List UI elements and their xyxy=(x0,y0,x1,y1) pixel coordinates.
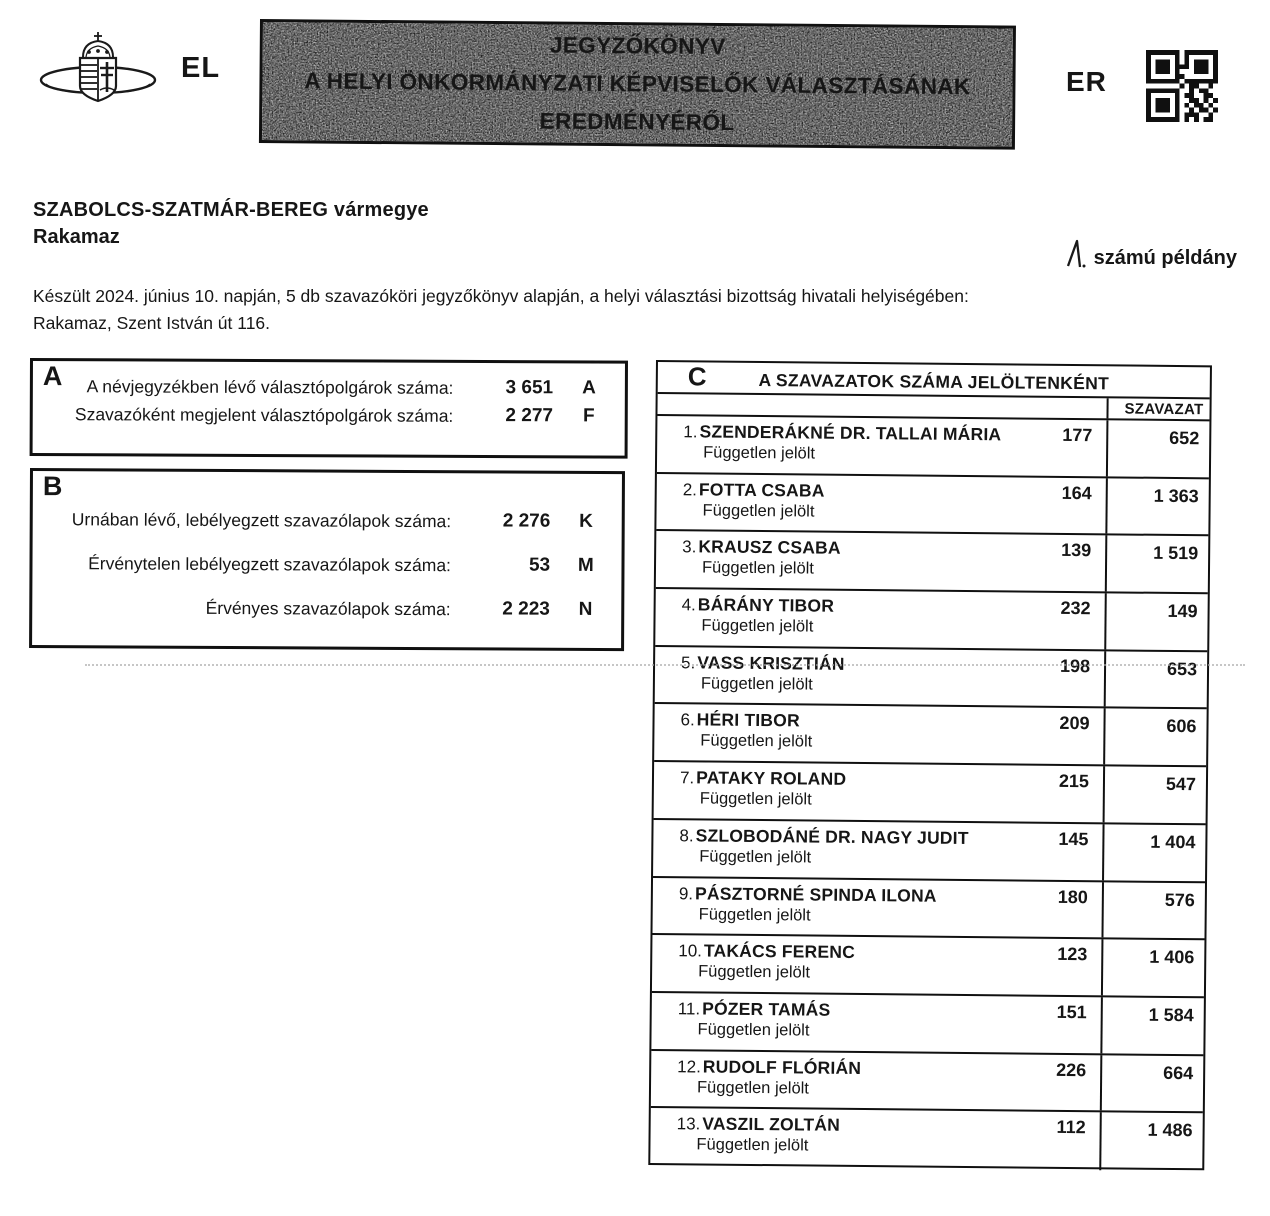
candidate-row xyxy=(654,762,1207,825)
candidate-code: 198 xyxy=(1059,655,1091,676)
candidate-number: 5. xyxy=(681,653,696,673)
candidate-number: 9. xyxy=(678,883,694,903)
candidate-cell xyxy=(652,877,1104,937)
copy-number-label: számú példány xyxy=(1093,247,1237,269)
candidate-row xyxy=(654,704,1207,767)
candidate-affiliation: Független jelölt xyxy=(700,731,813,751)
candidate-code: 180 xyxy=(1057,886,1088,907)
candidate-name: PÓZER TAMÁS xyxy=(702,998,831,1020)
summary-row-code: N xyxy=(578,598,593,620)
title-line-2: A HELYI ÖNKORMÁNYZATI KÉPVISELŐK VÁLASZTÁSÁNAK xyxy=(304,68,971,100)
candidate-votes: 1 406 xyxy=(1149,946,1195,968)
summary-row xyxy=(33,400,625,431)
document-title-box xyxy=(259,19,1016,150)
candidate-affiliation: Független jelölt xyxy=(703,443,816,463)
candidate-name: KRAUSZ CSABA xyxy=(698,536,841,559)
candidate-votes: 652 xyxy=(1169,427,1200,449)
candidate-affiliation: Független jelölt xyxy=(699,789,812,809)
candidate-cell xyxy=(656,531,1108,591)
candidate-affiliation: Független jelölt xyxy=(701,616,814,636)
candidate-code: 209 xyxy=(1059,713,1090,734)
candidate-affiliation: Független jelölt xyxy=(702,501,815,521)
form-code-el: EL xyxy=(181,52,221,84)
candidate-votes: 1 404 xyxy=(1150,831,1196,853)
county-name: SZABOLCS-SZATMÁR-BEREG vármegye xyxy=(33,199,429,221)
box-b-rows xyxy=(32,471,622,632)
box-b-letter: B xyxy=(42,471,63,502)
hungary-coat-of-arms-icon xyxy=(36,30,160,110)
candidate-code: 215 xyxy=(1058,771,1090,792)
summary-row-code: A xyxy=(582,377,596,399)
candidate-number: 2. xyxy=(682,479,698,500)
candidate-name: VASS KRISZTIÁN xyxy=(697,652,845,674)
candidate-votes: 606 xyxy=(1166,716,1197,737)
candidate-name: SZENDERÁKNÉ DR. TALLAI MÁRIA xyxy=(699,421,1002,445)
candidate-cell xyxy=(650,1108,1102,1170)
candidate-number: 7. xyxy=(679,768,695,788)
candidate-row xyxy=(653,820,1206,883)
candidate-number: 11. xyxy=(677,999,701,1019)
candidate-cell xyxy=(657,416,1109,476)
municipality-name: Rakamaz xyxy=(33,226,120,248)
candidate-cell xyxy=(655,589,1107,649)
candidate-votes: 653 xyxy=(1166,658,1198,679)
section-box-c xyxy=(648,360,1212,1170)
candidate-number: 10. xyxy=(678,941,703,961)
intro-paragraph xyxy=(33,283,1153,337)
summary-row xyxy=(32,585,621,632)
candidate-name-line xyxy=(680,767,1089,792)
candidate-name-line xyxy=(682,594,1091,619)
title-line-3: EREDMÉNYÉRŐL xyxy=(539,108,735,136)
summary-row-code: K xyxy=(579,510,593,532)
box-a-rows xyxy=(33,361,625,431)
candidate-votes: 1 363 xyxy=(1153,485,1199,506)
summary-row xyxy=(32,541,621,588)
summary-row-label: A névjegyzékben lévő választópolgárok száma: xyxy=(86,375,454,398)
candidate-code: 145 xyxy=(1058,828,1089,849)
candidate-votes: 1 584 xyxy=(1148,1004,1194,1026)
candidate-affiliation: Független jelölt xyxy=(696,1135,809,1155)
candidate-votes: 1 519 xyxy=(1153,543,1199,564)
candidate-name-line xyxy=(683,479,1092,504)
candidate-cell xyxy=(655,647,1107,707)
candidate-affiliation: Független jelölt xyxy=(696,1077,810,1098)
candidate-affiliation: Független jelölt xyxy=(699,847,812,867)
summary-row-label: Érvényes szavazólapok száma: xyxy=(205,597,451,619)
summary-row-label: Érvénytelen lebélyegzett szavazólapok száma: xyxy=(88,552,452,575)
candidate-name: PATAKY ROLAND xyxy=(696,767,847,789)
candidate-number: 12. xyxy=(677,1056,701,1077)
candidate-affiliation: Független jelölt xyxy=(700,674,813,694)
candidate-row xyxy=(650,1108,1203,1171)
candidate-name: RUDOLF FLÓRIÁN xyxy=(702,1056,862,1078)
form-code-er: ER xyxy=(1066,66,1107,97)
candidate-votes: 1 486 xyxy=(1147,1120,1193,1141)
candidate-number: 8. xyxy=(679,826,694,846)
candidate-name-line xyxy=(677,1113,1086,1138)
candidate-name: TAKÁCS FERENC xyxy=(703,940,856,963)
intro-line-2: Rakamaz, Szent István út 116. xyxy=(33,313,271,333)
candidate-row xyxy=(652,877,1205,940)
candidate-code: 151 xyxy=(1056,1001,1087,1023)
summary-row-value: 53 xyxy=(528,554,551,576)
candidate-code: 177 xyxy=(1062,424,1093,446)
candidate-row xyxy=(651,1051,1204,1114)
candidate-code: 232 xyxy=(1060,597,1091,619)
candidate-cell xyxy=(653,820,1105,880)
candidate-affiliation: Független jelölt xyxy=(697,1020,810,1040)
intro-line-1: Készült 2024. június 10. napján, 5 db szavazóköri jegyzőkönyv alapján, a helyi választási bizottság hivatali helyiségében: xyxy=(33,286,969,306)
candidate-row xyxy=(651,993,1204,1056)
title-line-1: JEGYZŐKÖNYV xyxy=(549,32,726,60)
candidate-cell xyxy=(652,935,1104,995)
candidate-name: VASZIL ZOLTÁN xyxy=(702,1113,841,1136)
candidate-row xyxy=(652,935,1205,998)
summary-row xyxy=(33,497,622,544)
summary-row-label: Szavazóként megjelent választópolgárok száma: xyxy=(74,403,454,426)
handwritten-copy-number-mark xyxy=(1065,238,1087,270)
candidate-cell xyxy=(656,474,1108,534)
candidate-code: 164 xyxy=(1061,482,1092,503)
candidate-row xyxy=(655,589,1208,652)
box-c-letter: C xyxy=(687,361,707,392)
candidate-code: 226 xyxy=(1056,1059,1087,1080)
qr-code-icon xyxy=(1146,48,1218,124)
candidate-rows xyxy=(650,416,1209,1171)
summary-row-code: F xyxy=(583,405,595,427)
summary-row-code: M xyxy=(577,554,594,576)
candidate-name-line xyxy=(683,421,1092,446)
candidate-affiliation: Független jelölt xyxy=(698,904,811,925)
section-box-b xyxy=(29,468,625,651)
candidate-row xyxy=(657,416,1210,479)
candidate-name-line xyxy=(682,537,1091,562)
candidate-votes: 149 xyxy=(1167,600,1198,622)
candidate-name: HÉRI TIBOR xyxy=(696,709,800,731)
summary-row-value: 2 276 xyxy=(502,510,551,532)
summary-row-value: 2 223 xyxy=(502,598,550,620)
candidate-affiliation: Független jelölt xyxy=(701,558,815,578)
candidate-name: PÁSZTORNÉ SPINDA ILONA xyxy=(694,882,937,906)
summary-row-value: 2 277 xyxy=(505,405,554,427)
votes-column-header: SZAVAZAT xyxy=(1106,398,1209,419)
candidate-name-line xyxy=(679,825,1088,850)
candidate-number: 3. xyxy=(682,537,697,557)
candidate-row xyxy=(656,531,1209,594)
candidate-cell xyxy=(654,762,1106,822)
candidate-name: BÁRÁNY TIBOR xyxy=(697,594,835,616)
candidate-number: 6. xyxy=(680,710,695,730)
candidate-code: 123 xyxy=(1057,944,1088,965)
summary-row-value: 3 651 xyxy=(505,377,554,399)
candidate-cell xyxy=(651,1051,1103,1111)
candidate-name-line xyxy=(678,998,1087,1023)
candidate-number: 13. xyxy=(676,1114,701,1134)
candidate-name: FOTTA CSABA xyxy=(698,479,825,501)
candidate-code: 139 xyxy=(1061,540,1092,561)
candidate-cell xyxy=(654,704,1106,764)
candidate-name-line xyxy=(678,940,1087,965)
candidate-name-line xyxy=(677,1056,1086,1081)
candidate-name-line xyxy=(680,710,1089,735)
candidate-row xyxy=(655,647,1208,710)
candidate-cell xyxy=(651,993,1103,1053)
section-box-a xyxy=(30,358,628,459)
copy-number-line xyxy=(1065,238,1237,270)
box-c-title: A SZAVAZATOK SZÁMA JELÖLTENKÉNT xyxy=(758,369,1110,394)
candidate-name: SZLOBODÁNÉ DR. NAGY JUDIT xyxy=(695,825,969,848)
candidate-votes: 547 xyxy=(1165,774,1197,795)
summary-row-label: Urnában lévő, lebélyegzett szavazólapok száma: xyxy=(71,508,452,531)
candidate-row xyxy=(656,474,1209,537)
candidate-number: 4. xyxy=(681,595,696,615)
box-c-header xyxy=(658,362,1210,399)
box-a-letter: A xyxy=(42,361,63,392)
candidate-votes: 576 xyxy=(1164,889,1195,910)
candidate-affiliation: Független jelölt xyxy=(698,962,811,982)
candidate-name-line xyxy=(679,883,1088,908)
summary-row xyxy=(33,372,625,403)
candidate-number: 1. xyxy=(683,422,698,442)
candidate-code: 112 xyxy=(1056,1117,1086,1138)
candidate-votes: 664 xyxy=(1163,1062,1194,1083)
candidate-name-line xyxy=(681,652,1090,677)
